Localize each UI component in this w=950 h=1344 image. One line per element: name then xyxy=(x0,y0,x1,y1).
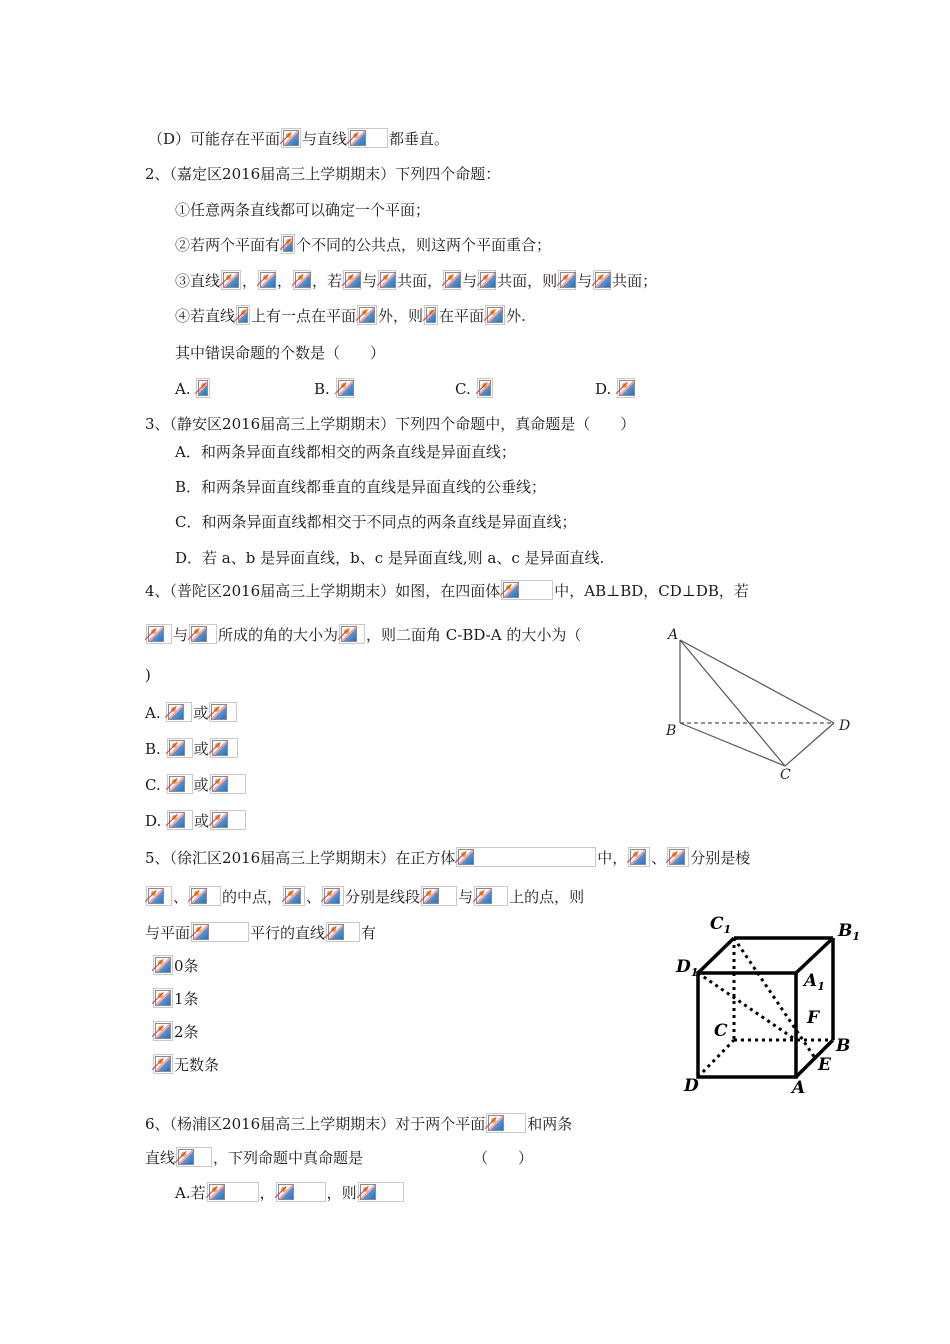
formula-image-icon xyxy=(276,1182,326,1202)
q4-header: 4、（普陀区2016届高三上学期期末）如图，在四面体 中，AB⊥BD，CD⊥DB，若 xyxy=(145,582,749,600)
point-label-e: E xyxy=(818,1055,831,1075)
formula-image-icon xyxy=(189,886,221,906)
q1-option-d: （D）可能存在平面 与直线 都垂直。 xyxy=(148,130,450,148)
formula-image-icon xyxy=(236,305,250,325)
formula-image-icon xyxy=(281,234,295,254)
vertex-label-d1: $D_1$ xyxy=(676,957,699,979)
formula-image-icon xyxy=(456,847,596,867)
q2-option-b: B. xyxy=(314,378,355,399)
q5-option-b: 1条 xyxy=(152,988,199,1009)
q2-statement-2: ②若两个平面有 个不同的公共点，则这两个平面重合； xyxy=(175,236,552,254)
formula-image-icon xyxy=(153,1054,173,1074)
q2-header: 2、（嘉定区2016届高三上学期期末）下列四个命题： xyxy=(145,165,501,183)
formula-image-icon xyxy=(322,886,344,906)
formula-image-icon xyxy=(667,847,689,867)
formula-image-icon xyxy=(424,305,438,325)
formula-image-icon xyxy=(477,378,493,398)
edge-cd xyxy=(785,723,834,766)
formula-image-icon xyxy=(210,774,246,794)
q5-header: 5、（徐汇区2016届高三上学期期末）在正方体 中， 、 分别是棱 xyxy=(145,849,751,867)
formula-image-icon xyxy=(189,624,217,644)
q3-option-c: C．和两条异面直线都相交于不同点的两条直线是异面直线； xyxy=(175,513,577,531)
formula-image-icon xyxy=(146,624,172,644)
cube-diagram xyxy=(670,905,870,1100)
formula-image-icon xyxy=(166,702,192,722)
q5-line-2: 、 的中点， 、 分别是线段 与 上的点，则 xyxy=(145,886,584,907)
formula-image-icon xyxy=(167,810,193,830)
q4-option-c: C. 或 xyxy=(145,774,247,795)
edge-ad xyxy=(680,640,834,723)
q5-option-a: 0条 xyxy=(152,955,199,976)
formula-image-icon xyxy=(283,886,305,906)
vertex-label-d: D xyxy=(684,1076,699,1096)
q2-statement-3: ③直线 ， ， ，若 与 共面， 与 共面，则 与 共面； xyxy=(175,272,658,290)
formula-image-icon xyxy=(358,1182,404,1202)
q4-option-b: B. 或 xyxy=(145,738,239,759)
formula-image-icon xyxy=(207,1182,259,1202)
q6-option-a: A.若 ， ，则 xyxy=(175,1182,405,1203)
q4-close-paren: ) xyxy=(145,666,151,684)
formula-image-icon xyxy=(191,922,249,942)
vertex-label-a: A xyxy=(668,627,679,643)
vertex-label-b1: $B_1$ xyxy=(838,921,861,943)
formula-image-icon xyxy=(221,270,241,290)
formula-image-icon xyxy=(486,1113,526,1133)
formula-image-icon xyxy=(293,270,311,290)
vertex-label-c: C xyxy=(714,1021,728,1041)
q5-option-c: 2条 xyxy=(152,1021,199,1042)
q2-option-a: A. xyxy=(175,378,211,399)
formula-image-icon xyxy=(153,955,173,975)
q4-line-2: 与 所成的角的大小为 ，则二面角 C-BD-A 的大小为（ xyxy=(145,624,581,645)
formula-image-icon xyxy=(209,702,237,722)
q2-option-d: D. xyxy=(595,378,636,399)
formula-image-icon xyxy=(167,738,193,758)
formula-image-icon xyxy=(146,886,172,906)
segment-c1-e xyxy=(734,938,815,1058)
vertex-label-c1: $C_1$ xyxy=(710,914,732,936)
formula-image-icon xyxy=(501,580,553,600)
q2-statement-4: ④若直线 上有一点在平面 外，则 在平面 外. xyxy=(175,307,526,325)
formula-image-icon xyxy=(210,810,246,830)
edge-bc xyxy=(680,723,785,766)
q3-option-a: A．和两条异面直线都相交的两条直线是异面直线； xyxy=(175,443,516,461)
formula-image-icon xyxy=(210,738,238,758)
q5-option-d: 无数条 xyxy=(152,1054,219,1075)
vertex-label-c: C xyxy=(780,767,791,783)
formula-image-icon xyxy=(348,128,388,148)
edge-a1-b1 xyxy=(796,938,833,973)
vertex-label-b: B xyxy=(666,723,677,739)
q6-header: 6、（杨浦区2016届高三上学期期末）对于两个平面 和两条 xyxy=(145,1115,573,1133)
q3-header: 3、（静安区2016届高三上学期期末）下列四个命题中，真命题是（ ） xyxy=(145,415,636,433)
formula-image-icon xyxy=(593,270,611,290)
q2-statement-1: ①任意两条直线都可以确定一个平面； xyxy=(175,201,431,219)
edge-d-c-hidden xyxy=(698,1040,734,1077)
formula-image-icon xyxy=(474,886,508,906)
formula-image-icon xyxy=(339,624,365,644)
formula-image-icon xyxy=(478,270,496,290)
vertex-label-a: A xyxy=(792,1078,806,1098)
segment-d1-to-face xyxy=(698,973,796,1040)
formula-image-icon xyxy=(336,378,354,398)
point-label-f: F xyxy=(807,1008,820,1028)
edge-ac xyxy=(680,640,785,766)
formula-image-icon xyxy=(443,270,461,290)
vertex-label-a1: $A_1$ xyxy=(804,971,825,993)
formula-image-icon xyxy=(258,270,276,290)
formula-image-icon xyxy=(343,270,361,290)
formula-image-icon xyxy=(153,1021,173,1041)
q4-option-a: A. 或 xyxy=(145,702,238,723)
q2-question: 其中错误命题的个数是（ ） xyxy=(175,344,386,362)
formula-image-icon xyxy=(421,886,457,906)
formula-image-icon xyxy=(378,270,396,290)
formula-image-icon xyxy=(485,305,505,325)
vertex-label-b: B xyxy=(836,1036,851,1056)
q5-line-3: 与平面 平行的直线 有 xyxy=(145,924,377,942)
tetrahedron-diagram xyxy=(660,625,860,785)
formula-image-icon xyxy=(357,305,377,325)
formula-image-icon xyxy=(558,270,576,290)
q6-line-2: 直线 ，下列命题中真命题是 （ ） xyxy=(145,1149,534,1167)
q3-option-d: D．若 a、b 是异面直线，b、c 是异面直线,则 a、c 是异面直线. xyxy=(175,549,605,567)
formula-image-icon xyxy=(281,128,301,148)
formula-image-icon xyxy=(153,988,173,1008)
formula-image-icon xyxy=(196,378,210,398)
q2-option-c: C. xyxy=(455,378,494,399)
vertex-label-d: D xyxy=(839,718,851,734)
formula-image-icon xyxy=(628,847,650,867)
q4-option-d: D. 或 xyxy=(145,810,247,831)
edge-d1-c1 xyxy=(698,938,734,973)
formula-image-icon xyxy=(617,378,635,398)
formula-image-icon xyxy=(167,774,193,794)
q3-option-b: B．和两条异面直线都垂直的直线是异面直线的公垂线； xyxy=(175,478,547,496)
formula-image-icon xyxy=(176,1147,212,1167)
formula-image-icon xyxy=(326,922,360,942)
